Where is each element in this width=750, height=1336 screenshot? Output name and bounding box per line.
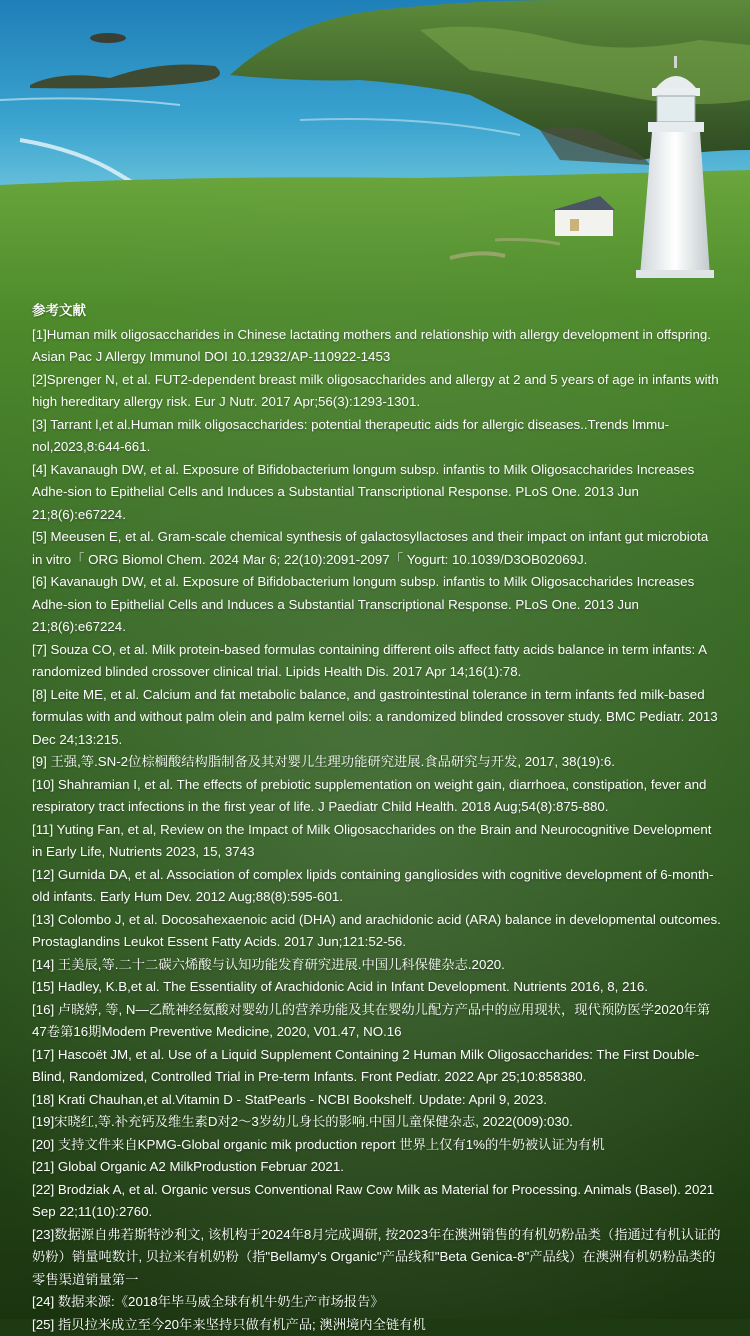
reference-item: [2]Sprenger N, et al. FUT2-dependent breast milk oligosaccharides and allergy at 2 and 5 years of age in infants with high hereditary allergy risk. Eur J Nutr. 2017 Apr;56(3):1293-1301. — [32, 369, 722, 414]
reference-item: [22] Brodziak A, et al. Organic versus Conventional Raw Cow Milk as Material for Processing. Animals (Basel). 2021 Sep 22;11(10):2760. — [32, 1179, 722, 1224]
reference-item: [12] Gurnida DA, et al. Association of complex lipids containing gangliosides with cognitive development of 6-month-old infants. Early Hum Dev. 2012 Aug;88(8):595-601. — [32, 864, 722, 909]
reference-item: [19]宋晓红,等.补充钙及维生素D对2～3岁幼儿身长的影响.中国儿童保健杂志, 2022(009):030. — [32, 1111, 722, 1134]
references-heading: 参考文献 — [32, 300, 722, 323]
reference-item: [5] Meeusen E, et al. Gram-scale chemical synthesis of galactosyllactoses and their impact on infant gut microbiota in vitro「 ORG Biomol Chem. 2024 Mar 6; 22(10):2091-2097「 Yogurt: 10.1039/D3OB02069J. — [32, 526, 722, 571]
references-section — [32, 300, 722, 1336]
reference-item: [17] Hascoët JM, et al. Use of a Liquid Supplement Containing 2 Human Milk Oligosaccharides: The First Double-Blind, Randomized, Controlled Trial in Pre-term Infants. Front Pediatr. 2022 Apr 25;10:858380. — [32, 1044, 722, 1089]
reference-item: [13] Colombo J, et al. Docosahexaenoic acid (DHA) and arachidonic acid (ARA) balance in developmental outcomes. Prostaglandins Leukot Essent Fatty Acids. 2017 Jun;121:52-56. — [32, 909, 722, 954]
reference-item: [7] Souza CO, et al. Milk protein-based formulas containing different oils affect fatty acids balance in term infants: A randomized blinded crossover clinical trial. Lipids Health Dis. 2017 Apr 14;16(1):78. — [32, 639, 722, 684]
reference-item: [4] Kavanaugh DW, et al. Exposure of Bifidobacterium longum subsp. infantis to Milk Oligosaccharides Increases Adhe-sion to Epithelial Cells and Induces a Substantial Transcriptional Response. PLoS One. 2013 Jun 21;8(6):e67224. — [32, 459, 722, 527]
reference-item: [16] 卢晓婷, 等, N—乙酰神经氨酸对婴幼儿的营养功能及其在婴幼儿配方产品中的应用现状，现代预防医学2020年第47卷第16期Modem Preventive Medicine, 2020, V01.47, NO.16 — [32, 999, 722, 1044]
reference-item: [9] 王强,等.SN-2位棕榈酸结构脂制备及其对婴儿生理功能研究进展.食品研究与开发, 2017, 38(19):6. — [32, 751, 722, 774]
reference-item: [11] Yuting Fan, et al, Review on the Impact of Milk Oligosaccharides on the Brain and Neurocognitive Development in Early Life, Nutrients 2023, 15, 3743 — [32, 819, 722, 864]
reference-item: [23]数据源自弗若斯特沙利文, 该机构于2024年8月完成调研, 按2023年在澳洲销售的有机奶粉品类（指通过有机认证的奶粉）销量吨数计, 贝拉米有机奶粉（指"Bellamy's Organic"产品线和"Beta Genica-8"产品线）在澳洲有机奶粉品类的零售渠道销量第一 — [32, 1224, 722, 1292]
reference-item: [3] Tarrant l,et al.Human milk oligosaccharides: potential therapeutic aids for allergic diseases..Trends lmmu-nol,2023,8:644-661. — [32, 414, 722, 459]
reference-item: [6] Kavanaugh DW, et al. Exposure of Bifidobacterium longum subsp. infantis to Milk Oligosaccharides Increases Adhe-sion to Epithelial Cells and Induces a Substantial Transcriptional Response. PLoS One. 2013 Jun 21;8(6):e67224. — [32, 571, 722, 639]
reference-item: [1]Human milk oligosaccharides in Chinese lactating mothers and relationship with allergy development in offspring. Asian Pac J Allergy Immunol DOI 10.12932/AP-110922-1453 — [32, 324, 722, 369]
reference-item: [15] Hadley, K.B,et al. The Essentiality of Arachidonic Acid in Infant Development. Nutrients 2016, 8, 216. — [32, 976, 722, 999]
reference-item: [25] 指贝拉米成立至今20年来坚持只做有机产品; 澳洲境内全链有机 — [32, 1314, 722, 1336]
reference-item: [24] 数据来源:《2018年毕马威全球有机牛奶生产市场报告》 — [32, 1291, 722, 1314]
reference-item: [10] Shahramian I, et al. The effects of prebiotic supplementation on weight gain, diarrhoea, constipation, fever and respiratory tract infections in the first year of life. J Paediatr Child Health. 2018 Aug;54(8):875-880. — [32, 774, 722, 819]
references-list — [32, 324, 722, 1336]
reference-item: [20] 支持文件来自KPMG-Global organic mik production report 世界上仅有1%的牛奶被认证为有机 — [32, 1134, 722, 1157]
reference-item: [8] Leite ME, et al. Calcium and fat metabolic balance, and gastrointestinal tolerance in term infants fed milk-based formulas with and without palm olein and palm kernel oils: a randomized blinded crossover study. BMC Pediatr. 2013 Dec 24;13:215. — [32, 684, 722, 752]
reference-item: [14] 王美辰,等.二十二碳六烯酸与认知功能发育研究进展.中国儿科保健杂志.2020. — [32, 954, 722, 977]
reference-item: [18] Krati Chauhan,et al.Vitamin D - StatPearls - NCBI Bookshelf. Update: April 9, 2023. — [32, 1089, 722, 1112]
reference-item: [21] Global Organic A2 MilkProdustion Februar 2021. — [32, 1156, 722, 1179]
